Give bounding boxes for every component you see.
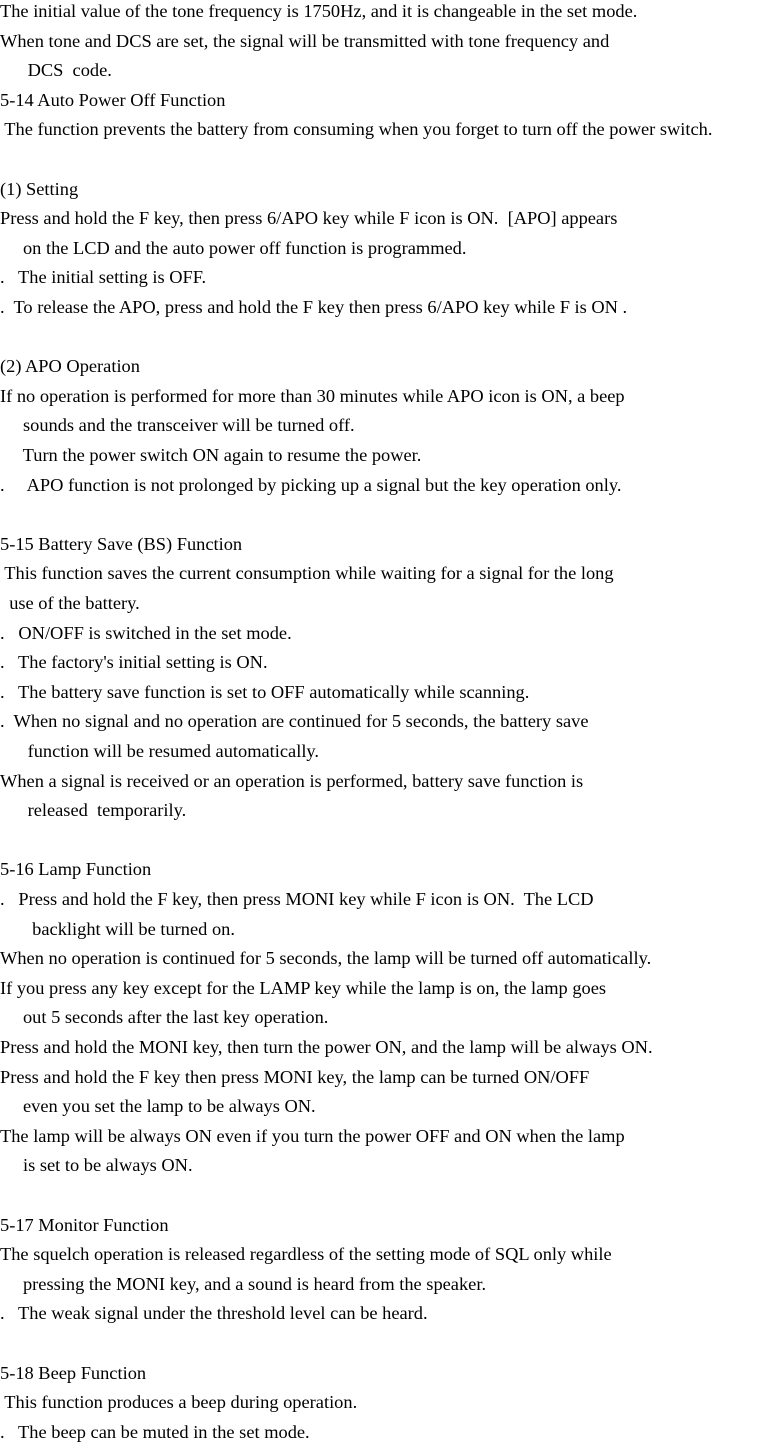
text-line: . To release the APO, press and hold the F key then press 6/APO key while F is ON . <box>0 297 628 317</box>
text-line: When tone and DCS are set, the signal will be transmitted with tone frequency and <box>0 30 610 51</box>
text-line: . Press and hold the F key, then press MONI key while F icon is ON. The LCD <box>0 889 594 909</box>
text-line: Press and hold the MONI key, then turn the power ON, and the lamp will be always ON. <box>0 1037 653 1057</box>
text-line: backlight will be turned on. <box>0 918 235 939</box>
text-line: . APO function is not prolonged by picking up a signal but the key operation only. <box>0 474 622 495</box>
text-line: The squelch operation is released regardless of the setting mode of SQL only while <box>0 1244 612 1265</box>
text-line: . The battery save function is set to OFF automatically while scanning. <box>0 681 530 702</box>
text-line: If you press any key except for the LAMP key while the lamp is on, the lamp goes <box>0 977 607 998</box>
text-line: sounds and the transceiver will be turned off. <box>0 415 355 436</box>
text-line: released temporarily. <box>0 800 187 821</box>
text-line: 5-14 Auto Power Off Function <box>0 89 226 110</box>
text-line: If no operation is performed for more than 30 minutes while APO icon is ON, a beep <box>0 385 625 406</box>
text-line: When a signal is received or an operation is performed, battery save function is <box>0 770 584 791</box>
text-line: The initial value of the tone frequency is 1750Hz, and it is changeable in the set mode. <box>0 1 638 21</box>
text-line: out 5 seconds after the last key operation. <box>0 1007 329 1028</box>
text-line: 5-16 Lamp Function <box>0 859 152 880</box>
text-line: even you set the lamp to be always ON. <box>0 1096 316 1117</box>
text-line: . When no signal and no operation are continued for 5 seconds, the battery save <box>0 711 589 732</box>
text-line: The lamp will be always ON even if you turn the power OFF and ON when the lamp <box>0 1125 625 1146</box>
text-line: . The weak signal under the threshold level can be heard. <box>0 1303 428 1324</box>
text-line: 5-18 Beep Function <box>0 1362 147 1383</box>
text-line: . ON/OFF is switched in the set mode. <box>0 622 292 643</box>
text-line: function will be resumed automatically. <box>0 741 320 761</box>
text-line: The function prevents the battery from consuming when you forget to turn off the power switch. <box>0 119 713 140</box>
text-line: Press and hold the F key, then press 6/APO key while F icon is ON. [APO] appears <box>0 208 618 229</box>
text-line: . The factory's initial setting is ON. <box>0 652 268 673</box>
text-line: use of the battery. <box>0 593 140 613</box>
text-line: . The initial setting is OFF. <box>0 267 207 288</box>
text-line: on the LCD and the auto power off function is programmed. <box>0 237 467 258</box>
text-line: (2) APO Operation <box>0 356 140 377</box>
text-line: is set to be always ON. <box>0 1155 193 1176</box>
text-line: Turn the power switch ON again to resume the power. <box>0 445 422 465</box>
text-line: (1) Setting <box>0 178 79 199</box>
text-line: Press and hold the F key then press MONI key, the lamp can be turned ON/OFF <box>0 1066 590 1087</box>
text-line: DCS code. <box>0 60 112 81</box>
text-line: 5-17 Monitor Function <box>0 1214 169 1235</box>
text-line: This function saves the current consumption while waiting for a signal for the long <box>0 563 614 584</box>
text-line: pressing the MONI key, and a sound is heard from the speaker. <box>0 1273 487 1294</box>
text-line: When no operation is continued for 5 seconds, the lamp will be turned off automatically. <box>0 948 652 969</box>
text-line: This function produces a beep during operation. <box>0 1392 358 1413</box>
text-line: . The beep can be muted in the set mode. <box>0 1421 310 1442</box>
text-line: 5-15 Battery Save (BS) Function <box>0 533 243 554</box>
